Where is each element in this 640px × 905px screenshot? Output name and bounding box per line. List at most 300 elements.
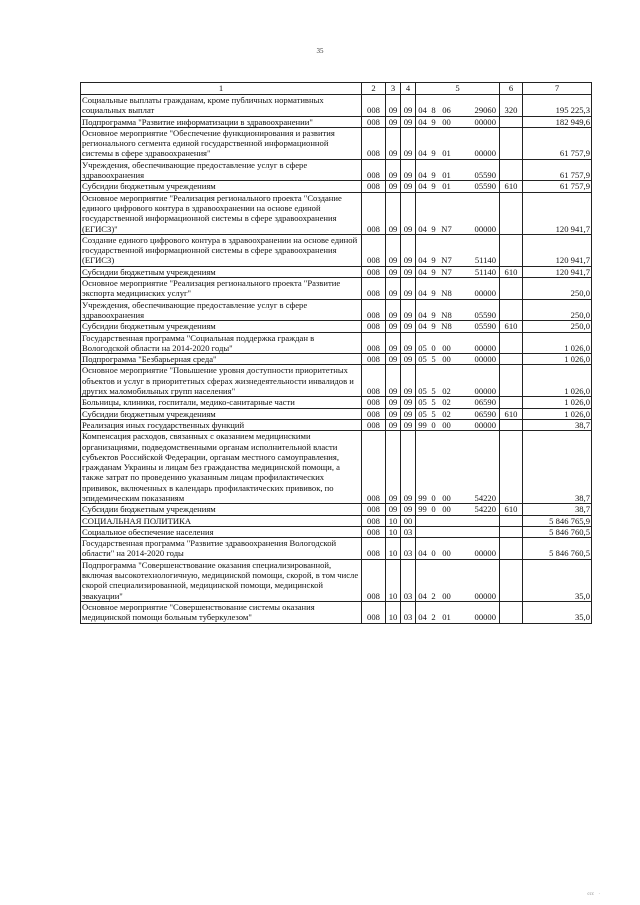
row-target-code xyxy=(416,538,500,560)
table-row xyxy=(81,332,592,354)
row-name: Основное мероприятие "Совершенствование системы оказания медицинской помощи больным туберкулезом" xyxy=(81,601,362,623)
target-code-part: 00000 xyxy=(474,116,496,127)
target-code-parts xyxy=(417,493,498,503)
row-name: Подпрограмма "Безбарьерная среда" xyxy=(81,354,362,365)
row-section-code: 10 xyxy=(386,515,401,526)
row-ministry-code: 008 xyxy=(362,321,386,332)
row-section-code: 09 xyxy=(386,354,401,365)
row-subsection-code: 09 xyxy=(401,95,416,117)
target-code-part: 06 xyxy=(442,105,451,116)
row-amount: 61 757,9 xyxy=(523,127,592,159)
target-code-part: 04 xyxy=(418,181,427,192)
row-target-code xyxy=(416,408,500,419)
target-code-part: 5 xyxy=(431,408,436,419)
target-code-parts xyxy=(417,591,498,601)
target-code-parts xyxy=(417,224,498,234)
row-target-code xyxy=(416,419,500,430)
target-code-part: 05590 xyxy=(474,181,496,192)
row-target-code xyxy=(416,515,500,526)
row-ministry-code: 008 xyxy=(362,234,386,266)
row-section-code: 09 xyxy=(386,332,401,354)
target-code-part: N7 xyxy=(441,266,452,277)
target-code-part: 05590 xyxy=(474,170,496,181)
row-section-code: 09 xyxy=(386,266,401,277)
target-code-part: 9 xyxy=(431,255,436,266)
row-ministry-code: 008 xyxy=(362,419,386,430)
row-section-code: 10 xyxy=(386,526,401,537)
table-row xyxy=(81,397,592,408)
row-amount: 1 026,0 xyxy=(523,397,592,408)
row-name: Государственная программа "Социальная поддержка граждан в Вологодской области на 2014-2020 годы" xyxy=(81,332,362,354)
row-ministry-code: 008 xyxy=(362,192,386,234)
row-section-code: 09 xyxy=(386,234,401,266)
target-code-part: 9 xyxy=(431,266,436,277)
row-target-code xyxy=(416,234,500,266)
row-expense-type xyxy=(500,538,523,560)
row-name: Государственная программа "Развитие здравоохранения Вологодской области" на 2014-2020 годы xyxy=(81,538,362,560)
header-cell-3: 3 xyxy=(386,83,401,95)
table-row xyxy=(81,192,592,234)
target-code-part: 01 xyxy=(442,170,451,181)
row-ministry-code: 008 xyxy=(362,116,386,127)
row-subsection-code: 09 xyxy=(401,234,416,266)
table-row xyxy=(81,181,592,192)
row-expense-type xyxy=(500,354,523,365)
row-subsection-code: 09 xyxy=(401,192,416,234)
header-cell-7: 7 xyxy=(523,83,592,95)
row-amount: 61 757,9 xyxy=(523,181,592,192)
row-target-code xyxy=(416,127,500,159)
target-code-parts xyxy=(417,105,498,115)
row-name: Субсидии бюджетным учреждениям xyxy=(81,266,362,277)
row-expense-type: 610 xyxy=(500,266,523,277)
header-cell-4: 4 xyxy=(401,83,416,95)
row-subsection-code: 09 xyxy=(401,266,416,277)
row-amount: 5 846 765,9 xyxy=(523,515,592,526)
row-ministry-code: 008 xyxy=(362,601,386,623)
row-subsection-code: 09 xyxy=(401,504,416,515)
table-row xyxy=(81,95,592,117)
row-subsection-code: 09 xyxy=(401,408,416,419)
target-code-parts xyxy=(417,354,498,364)
row-target-code xyxy=(416,397,500,408)
row-section-code: 09 xyxy=(386,321,401,332)
target-code-part: N8 xyxy=(441,321,452,332)
row-expense-type xyxy=(500,559,523,601)
target-code-part: 01 xyxy=(442,612,451,623)
target-code-part: 51140 xyxy=(474,255,496,266)
row-target-code xyxy=(416,431,500,504)
row-expense-type xyxy=(500,601,523,623)
table-row xyxy=(81,299,592,321)
row-target-code xyxy=(416,192,500,234)
target-code-parts xyxy=(417,420,498,430)
row-subsection-code: 09 xyxy=(401,159,416,181)
row-amount: 250,0 xyxy=(523,321,592,332)
target-code-parts xyxy=(417,117,498,127)
row-name: Подпрограмма "Развитие информатизации в здравоохранении" xyxy=(81,116,362,127)
row-expense-type xyxy=(500,127,523,159)
target-code-parts xyxy=(417,170,498,180)
row-ministry-code: 008 xyxy=(362,95,386,117)
row-expense-type xyxy=(500,278,523,300)
target-code-part: 54220 xyxy=(474,504,496,515)
row-amount: 5 846 760,5 xyxy=(523,526,592,537)
row-amount: 1 026,0 xyxy=(523,408,592,419)
header-cell-1: 1 xyxy=(81,83,362,95)
target-code-part: 5 xyxy=(431,397,436,408)
target-code-parts xyxy=(417,386,498,396)
target-code-part: 00000 xyxy=(474,148,496,159)
row-name: Учреждения, обеспечивающие предоставление услуг в сфере здравоохранения xyxy=(81,299,362,321)
target-code-part: 9 xyxy=(431,309,436,320)
target-code-part: 9 xyxy=(431,288,436,299)
target-code-parts xyxy=(417,612,498,622)
target-code-part: 05 xyxy=(418,397,427,408)
row-section-code: 09 xyxy=(386,397,401,408)
row-amount: 35,0 xyxy=(523,601,592,623)
target-code-part: 05 xyxy=(418,408,427,419)
target-code-parts xyxy=(417,310,498,320)
row-amount: 195 225,3 xyxy=(523,95,592,117)
target-code-part: 9 xyxy=(431,148,436,159)
row-expense-type xyxy=(500,365,523,397)
target-code-parts xyxy=(417,267,498,277)
row-name: Создание единого цифрового контура в здравоохранении на основе единой государственной информационной системы в сфере здравоохранения (ЕГИСЗ) xyxy=(81,234,362,266)
row-expense-type xyxy=(500,299,523,321)
target-code-part: 0 xyxy=(431,504,436,515)
row-target-code xyxy=(416,159,500,181)
table-row xyxy=(81,419,592,430)
row-name: Социальное обеспечение населения xyxy=(81,526,362,537)
row-target-code xyxy=(416,278,500,300)
target-code-part: 01 xyxy=(442,181,451,192)
row-section-code: 09 xyxy=(386,431,401,504)
row-section-code: 09 xyxy=(386,116,401,127)
target-code-part: 8 xyxy=(431,105,436,116)
row-expense-type xyxy=(500,526,523,537)
target-code-part: 00000 xyxy=(474,223,496,234)
row-target-code xyxy=(416,266,500,277)
target-code-parts xyxy=(417,148,498,158)
target-code-part: 05 xyxy=(418,386,427,397)
row-section-code: 09 xyxy=(386,299,401,321)
row-subsection-code: 03 xyxy=(401,526,416,537)
table-row xyxy=(81,515,592,526)
target-code-part: 05590 xyxy=(474,321,496,332)
row-amount: 120 941,7 xyxy=(523,234,592,266)
target-code-part: 00000 xyxy=(474,386,496,397)
target-code-part: 04 xyxy=(418,590,427,601)
table-row xyxy=(81,526,592,537)
row-target-code xyxy=(416,601,500,623)
target-code-part: 04 xyxy=(418,116,427,127)
target-code-part: 04 xyxy=(418,288,427,299)
row-subsection-code: 09 xyxy=(401,419,416,430)
row-subsection-code: 09 xyxy=(401,332,416,354)
row-section-code: 09 xyxy=(386,419,401,430)
target-code-part: 04 xyxy=(418,266,427,277)
row-ministry-code: 008 xyxy=(362,159,386,181)
row-amount: 38,7 xyxy=(523,431,592,504)
row-name: Реализация иных государственных функций xyxy=(81,419,362,430)
row-ministry-code: 008 xyxy=(362,181,386,192)
target-code-part: 5 xyxy=(431,386,436,397)
row-section-code: 09 xyxy=(386,159,401,181)
row-name: Субсидии бюджетным учреждениям xyxy=(81,321,362,332)
table-header-row xyxy=(81,83,592,95)
row-name: Субсидии бюджетным учреждениям xyxy=(81,181,362,192)
target-code-part: N7 xyxy=(441,255,452,266)
row-amount: 5 846 760,5 xyxy=(523,538,592,560)
row-expense-type xyxy=(500,159,523,181)
row-name: Основное мероприятие "Обеспечение функционирования и развития регионального сегмента единой государственной информационной системы в сфере здравоохранения" xyxy=(81,127,362,159)
row-amount: 120 941,7 xyxy=(523,192,592,234)
target-code-part: 99 xyxy=(418,504,427,515)
row-amount: 1 026,0 xyxy=(523,365,592,397)
table-row xyxy=(81,159,592,181)
row-ministry-code: 008 xyxy=(362,504,386,515)
row-expense-type xyxy=(500,515,523,526)
footer-mark: ссс · xyxy=(587,892,600,897)
header-cell-6: 6 xyxy=(500,83,523,95)
table-row xyxy=(81,278,592,300)
target-code-part: 00000 xyxy=(474,354,496,365)
row-name: СОЦИАЛЬНАЯ ПОЛИТИКА xyxy=(81,515,362,526)
target-code-part: 04 xyxy=(418,548,427,559)
row-section-code: 09 xyxy=(386,192,401,234)
target-code-part: 00000 xyxy=(474,590,496,601)
row-amount: 1 026,0 xyxy=(523,332,592,354)
target-code-part: 00000 xyxy=(474,419,496,430)
target-code-part: N8 xyxy=(441,288,452,299)
row-target-code xyxy=(416,332,500,354)
row-target-code xyxy=(416,365,500,397)
target-code-part: 00000 xyxy=(474,548,496,559)
table-row xyxy=(81,408,592,419)
row-amount: 38,7 xyxy=(523,504,592,515)
row-target-code xyxy=(416,299,500,321)
target-code-part: 00 xyxy=(442,354,451,365)
row-subsection-code: 09 xyxy=(401,431,416,504)
row-target-code xyxy=(416,354,500,365)
row-target-code xyxy=(416,321,500,332)
target-code-part: 00000 xyxy=(474,612,496,623)
table-row xyxy=(81,266,592,277)
row-subsection-code: 09 xyxy=(401,127,416,159)
row-ministry-code: 008 xyxy=(362,278,386,300)
target-code-part: N8 xyxy=(441,309,452,320)
target-code-part: 02 xyxy=(442,386,451,397)
target-code-parts xyxy=(417,343,498,353)
row-name: Больницы, клиники, госпитали, медико-санитарные части xyxy=(81,397,362,408)
target-code-part: 0 xyxy=(431,342,436,353)
table-row xyxy=(81,601,592,623)
target-code-part: 54220 xyxy=(474,492,496,503)
target-code-part: 00 xyxy=(442,419,451,430)
target-code-part: 06590 xyxy=(474,397,496,408)
row-expense-type: 320 xyxy=(500,95,523,117)
row-expense-type: 610 xyxy=(500,321,523,332)
table-row xyxy=(81,538,592,560)
table-row xyxy=(81,116,592,127)
target-code-part: 00 xyxy=(442,342,451,353)
row-section-code: 10 xyxy=(386,559,401,601)
row-expense-type: 610 xyxy=(500,181,523,192)
row-section-code: 10 xyxy=(386,538,401,560)
table-row xyxy=(81,431,592,504)
row-amount: 1 026,0 xyxy=(523,354,592,365)
target-code-parts xyxy=(417,255,498,265)
table-row xyxy=(81,365,592,397)
row-expense-type: 610 xyxy=(500,408,523,419)
row-name: Основное мероприятие "Реализация регионального проекта "Развитие экспорта медицинских услуг" xyxy=(81,278,362,300)
row-subsection-code: 09 xyxy=(401,299,416,321)
row-amount: 250,0 xyxy=(523,278,592,300)
row-ministry-code: 008 xyxy=(362,299,386,321)
row-name: Основное мероприятие "Повышение уровня доступности приоритетных объектов и услуг в приоритетных сферах жизнедеятельности инвалидов и других маломобильных групп населения" xyxy=(81,365,362,397)
row-amount: 250,0 xyxy=(523,299,592,321)
target-code-part: 00 xyxy=(442,590,451,601)
budget-table xyxy=(80,82,592,624)
row-ministry-code: 008 xyxy=(362,431,386,504)
target-code-part: 04 xyxy=(418,255,427,266)
row-amount: 182 949,6 xyxy=(523,116,592,127)
row-subsection-code: 09 xyxy=(401,321,416,332)
target-code-part: 9 xyxy=(431,116,436,127)
target-code-part: 9 xyxy=(431,321,436,332)
target-code-parts xyxy=(417,504,498,514)
row-target-code xyxy=(416,181,500,192)
row-name: Субсидии бюджетным учреждениям xyxy=(81,504,362,515)
row-section-code: 09 xyxy=(386,181,401,192)
row-subsection-code: 09 xyxy=(401,278,416,300)
row-section-code: 09 xyxy=(386,278,401,300)
row-name: Социальные выплаты гражданам, кроме публичных нормативных социальных выплат xyxy=(81,95,362,117)
target-code-part: 04 xyxy=(418,105,427,116)
row-subsection-code: 03 xyxy=(401,559,416,601)
row-ministry-code: 008 xyxy=(362,332,386,354)
table-row xyxy=(81,559,592,601)
target-code-part: 04 xyxy=(418,309,427,320)
row-target-code xyxy=(416,95,500,117)
row-expense-type xyxy=(500,192,523,234)
table-row xyxy=(81,354,592,365)
row-expense-type xyxy=(500,332,523,354)
target-code-parts xyxy=(417,321,498,331)
table-row xyxy=(81,321,592,332)
target-code-part: 9 xyxy=(431,170,436,181)
target-code-part: 02 xyxy=(442,397,451,408)
target-code-part: 04 xyxy=(418,612,427,623)
target-code-part: 00 xyxy=(442,504,451,515)
target-code-part: 2 xyxy=(431,590,436,601)
target-code-part: 00000 xyxy=(474,288,496,299)
table-row xyxy=(81,504,592,515)
row-section-code: 09 xyxy=(386,365,401,397)
row-subsection-code: 09 xyxy=(401,365,416,397)
target-code-part: 04 xyxy=(418,223,427,234)
row-name: Основное мероприятие "Реализация регионального проекта "Создание единого цифрового контура в здравоохранении на основе единой государственной информационной системы в сфере здравоохранения (ЕГИСЗ)" xyxy=(81,192,362,234)
row-ministry-code: 008 xyxy=(362,538,386,560)
row-ministry-code: 008 xyxy=(362,266,386,277)
target-code-part: 04 xyxy=(418,170,427,181)
target-code-parts xyxy=(417,397,498,407)
target-code-parts xyxy=(417,181,498,191)
row-ministry-code: 008 xyxy=(362,127,386,159)
row-target-code xyxy=(416,526,500,537)
target-code-part: 00 xyxy=(442,116,451,127)
row-subsection-code: 09 xyxy=(401,181,416,192)
target-code-parts xyxy=(417,548,498,558)
row-amount: 38,7 xyxy=(523,419,592,430)
row-section-code: 09 xyxy=(386,504,401,515)
row-name: Субсидии бюджетным учреждениям xyxy=(81,408,362,419)
row-subsection-code: 09 xyxy=(401,354,416,365)
target-code-parts xyxy=(417,288,498,298)
row-ministry-code: 008 xyxy=(362,559,386,601)
row-subsection-code: 09 xyxy=(401,116,416,127)
row-expense-type xyxy=(500,397,523,408)
page-number: 35 xyxy=(316,47,324,55)
target-code-part: 5 xyxy=(431,354,436,365)
row-name: Учреждения, обеспечивающие предоставление услуг в сфере здравоохранения xyxy=(81,159,362,181)
target-code-part: 05 xyxy=(418,342,427,353)
row-expense-type xyxy=(500,116,523,127)
target-code-part: 04 xyxy=(418,321,427,332)
row-target-code xyxy=(416,116,500,127)
target-code-part: 05 xyxy=(418,354,427,365)
row-subsection-code: 09 xyxy=(401,397,416,408)
target-code-part: 00000 xyxy=(474,342,496,353)
row-section-code: 09 xyxy=(386,95,401,117)
row-section-code: 09 xyxy=(386,127,401,159)
row-name: Подпрограмма "Совершенствование оказания специализированной, включая высокотехнологичную, медицинской помощи, скорой, в том числе скорой специализированной, медицинской помощи, медицинской эвакуации" xyxy=(81,559,362,601)
row-ministry-code: 008 xyxy=(362,526,386,537)
target-code-part: 06590 xyxy=(474,408,496,419)
row-ministry-code: 008 xyxy=(362,408,386,419)
row-amount: 61 757,9 xyxy=(523,159,592,181)
row-ministry-code: 008 xyxy=(362,397,386,408)
target-code-part: 0 xyxy=(431,548,436,559)
row-target-code xyxy=(416,504,500,515)
target-code-part: 04 xyxy=(418,148,427,159)
row-expense-type xyxy=(500,234,523,266)
row-subsection-code: 00 xyxy=(401,515,416,526)
header-cell-5: 5 xyxy=(416,83,500,95)
row-ministry-code: 008 xyxy=(362,515,386,526)
row-target-code xyxy=(416,559,500,601)
row-expense-type xyxy=(500,431,523,504)
header-cell-2: 2 xyxy=(362,83,386,95)
target-code-part: 9 xyxy=(431,223,436,234)
target-code-parts xyxy=(417,409,498,419)
row-subsection-code: 03 xyxy=(401,601,416,623)
target-code-part: 2 xyxy=(431,612,436,623)
target-code-part: 00 xyxy=(442,548,451,559)
row-expense-type: 610 xyxy=(500,504,523,515)
table-row xyxy=(81,234,592,266)
target-code-part: 05590 xyxy=(474,309,496,320)
row-amount: 35,0 xyxy=(523,559,592,601)
target-code-part: 99 xyxy=(418,419,427,430)
target-code-part: 51140 xyxy=(474,266,496,277)
row-name: Компенсация расходов, связанных с оказанием медицинскими организациями, подведомственными органам исполнительной власти субъектов Российской Федерации, органам местного самоуправления, гражданам Украины и лицам без гражданства медицинской помощи, а также затрат по проведению указанным лицам профилактических прививок, включенных в календарь профилактических прививок, по эпидемическим показаниям xyxy=(81,431,362,504)
row-ministry-code: 008 xyxy=(362,365,386,397)
target-code-part: 0 xyxy=(431,419,436,430)
target-code-part: 99 xyxy=(418,492,427,503)
row-section-code: 09 xyxy=(386,408,401,419)
